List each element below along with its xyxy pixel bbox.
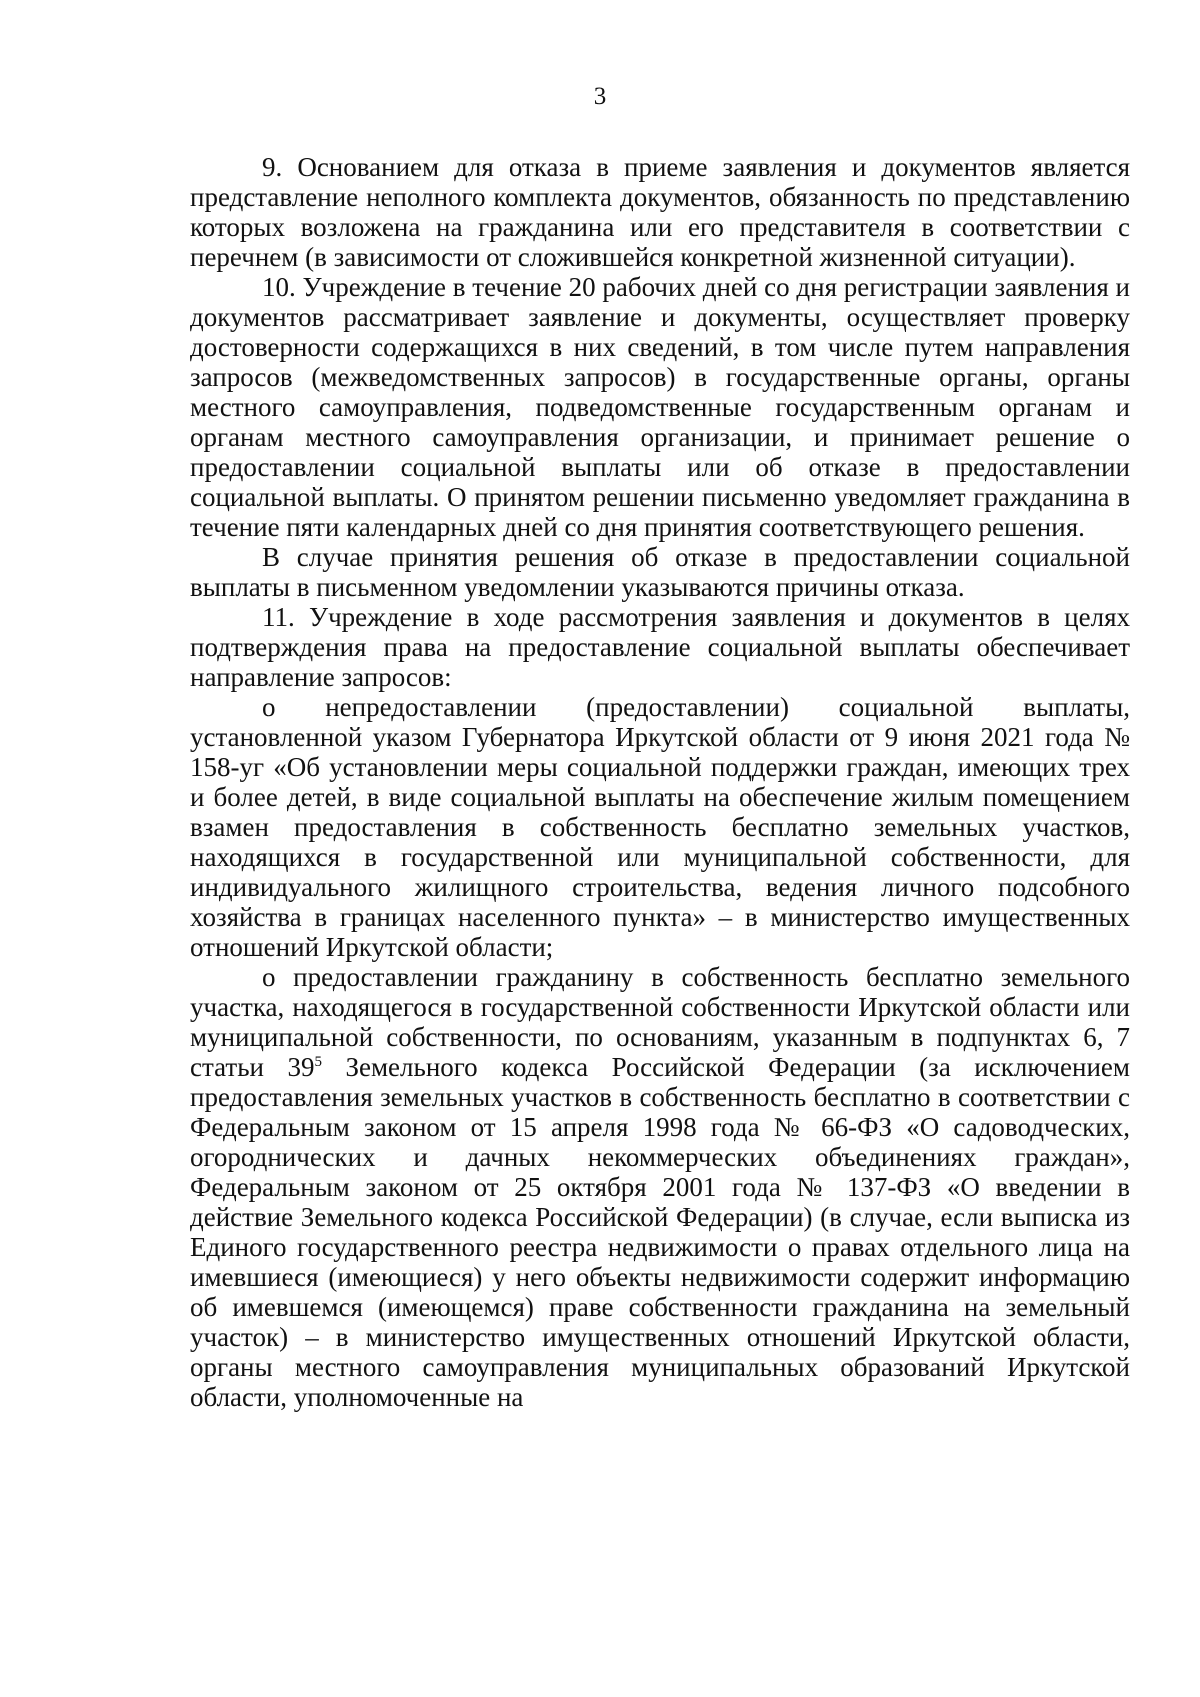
paragraph-request-land-plot [190,962,1130,1412]
paragraph-11: 11. Учреждение в ходе рассмотрения заявления и документов в целях подтверждения права на предоставление социальной выплаты обеспечивает направление запросов: [190,602,1130,692]
page-number: 3 [593,83,607,110]
article-superscript: 5 [314,1054,322,1070]
paragraph-10: 10. Учреждение в течение 20 рабочих дней со дня регистрации заявления и документов рассматривает заявление и документы, осуществляет проверку достоверности содержащихся в них сведений, в том числе путем направления запросов (межведомственных запросов) в государственные органы, органы местного самоуправления, подведомственные государственным органам и органам местного самоуправления организации, и принимает решение о предоставлении социальной выплаты или об отказе в предоставлении социальной выплаты. О принятом решении письменно уведомляет гражданина в течение пяти календарных дней со дня принятия соответствующего решения. [190,272,1130,542]
paragraph-9: 9. Основанием для отказа в приеме заявления и документов является представление неполного комплекта документов, обязанность по представлению которых возложена на гражданина или его представителя в соответствии с перечнем (в зависимости от сложившейся конкретной жизненной ситуации). [190,152,1130,272]
paragraph-request-social-payment: о непредоставлении (предоставлении) социальной выплаты, установленной указом Губернатора Иркутской области от 9 июня 2021 года № 158-уг «Об установлении меры социальной поддержки граждан, имеющих трех и более детей, в виде социальной выплаты на обеспечение жилым помещением взамен предоставления в собственность бесплатно земельных участков, находящихся в государственной или муниципальной собственности, для индивидуального жилищного строительства, ведения личного подсобного хозяйства в границах населенного пункта» – в министерство имущественных отношений Иркутской области; [190,692,1130,962]
document-body [190,152,1130,1412]
paragraph-refusal-reasons: В случае принятия решения об отказе в предоставлении социальной выплаты в письменном уведомлении указываются причины отказа. [190,542,1130,602]
land-plot-text-part1: о предоставлении гражданину в собственность бесплатно земельного участка, находящегося в государственной собственности Иркутской области или муниципальной собственности, по основаниям, указанным в подпунктах 6, 7 статьи 39 [190,962,1130,1082]
land-plot-text-part2: Земельного кодекса Российской Федерации (за исключением предоставления земельных участков в собственность бесплатно в соответствии с Федеральным законом от 15 апреля 1998 года № 66-ФЗ «О садоводческих, огороднических и дачных некоммерческих объединениях граждан», Федеральным законом от 25 октября 2001 года № 137-ФЗ «О введении в действие Земельного кодекса Российской Федерации) (в случае, если выписка из Единого государственного реестра недвижимости о правах отдельного лица на имевшиеся (имеющиеся) у него объекты недвижимости содержит информацию об имевшемся (имеющемся) праве собственности гражданина на земельный участок) – в министерство имущественных отношений Иркутской области, органы местного самоуправления муниципальных образований Иркутской области, уполномоченные на [190,1052,1130,1412]
